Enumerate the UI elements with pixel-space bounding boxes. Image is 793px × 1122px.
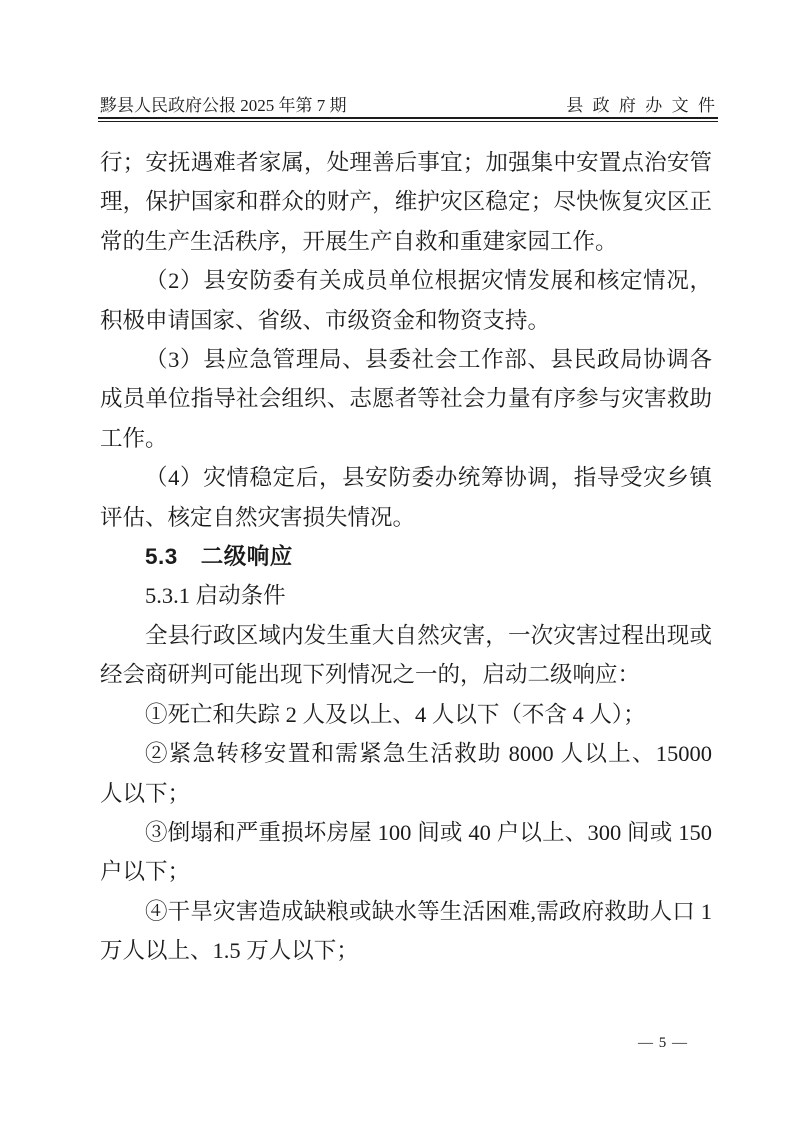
paragraph: （3）县应急管理局、县委社会工作部、县民政局协调各成员单位指导社会组织、志愿者等社会力量有序参与灾害救助工作。 xyxy=(100,347,712,451)
paragraph: ①死亡和失踪 2 人及以上、4 人以下（不含 4 人）； xyxy=(145,701,646,727)
paragraph: ②紧急转移安置和需紧急生活救助 8000 人以上、15000 人以下； xyxy=(100,741,712,806)
subsection-heading: 5.3.1 启动条件 xyxy=(145,583,286,609)
page-number: — 5 — xyxy=(638,1035,688,1051)
paragraph: ④干旱灾害造成缺粮或缺水等生活困难,需政府救助人口 1 万人以上、1.5 万人以下； xyxy=(100,898,712,964)
gazette-title: 黟县人民政府公报 2025 年第 7 期 xyxy=(100,96,347,115)
paragraph: ③倒塌和严重损坏房屋 100 间或 40 户以上、300 间或 150 户以下； xyxy=(100,819,712,885)
document-body xyxy=(100,143,712,971)
paragraph: （2）县安防委有关成员单位根据灾情发展和核定情况，积极申请国家、省级、市级资金和物资支持。 xyxy=(100,268,712,333)
paragraph: 行；安抚遇难者家属，处理善后事宜；加强集中安置点治安管理，保护国家和群众的财产，维护灾区稳定；尽快恢复灾区正常的生产生活秩序，开展生产自救和重建家园工作。 xyxy=(100,150,712,254)
paragraph: 全县行政区域内发生重大自然灾害，一次灾害过程出现或经会商研判可能出现下列情况之一的，启动二级响应： xyxy=(100,622,712,688)
header-double-rule xyxy=(98,117,718,122)
document-category: 县政府办文件 xyxy=(566,96,725,115)
page-header xyxy=(100,91,725,116)
section-heading: 5.3 二级响应 xyxy=(145,544,293,570)
paragraph: （4）灾情稳定后，县安防委办统筹协调，指导受灾乡镇评估、核定自然灾害损失情况。 xyxy=(100,465,712,530)
